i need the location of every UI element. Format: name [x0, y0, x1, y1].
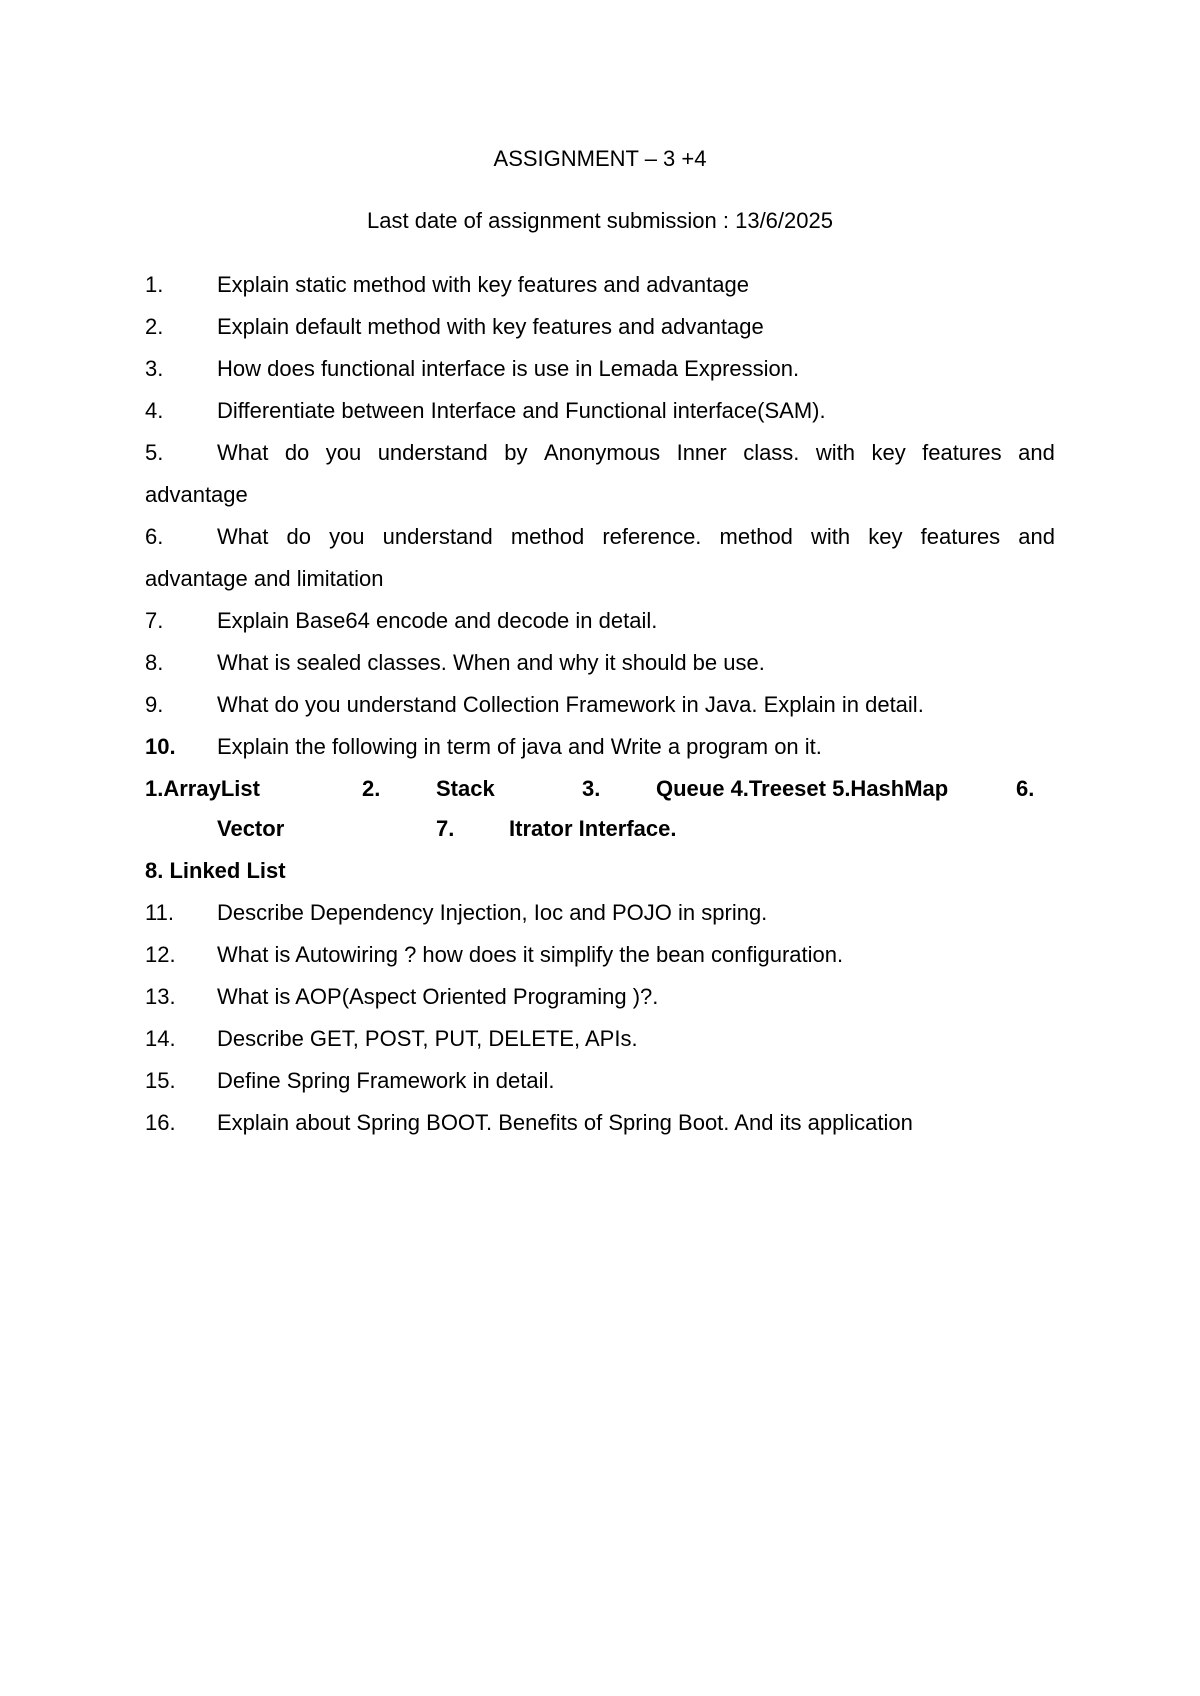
- word: key: [871, 440, 906, 465]
- question-number: 10.: [145, 734, 176, 759]
- question-number: 2.: [145, 314, 164, 339]
- question-text: What is sealed classes. When and why it should be use.: [217, 650, 765, 675]
- question-number: 3.: [145, 356, 164, 381]
- topic-item: Vector: [217, 816, 285, 841]
- topic-item: 7.: [436, 816, 455, 841]
- topic-item: 1.ArrayList: [145, 776, 260, 801]
- question-text: Explain default method with key features and advantage: [217, 314, 764, 339]
- question-text: [217, 440, 1055, 466]
- word: and: [1018, 524, 1055, 549]
- question-text-continuation: advantage: [145, 482, 248, 507]
- question-number: 11.: [145, 900, 174, 925]
- word: features: [920, 524, 1001, 549]
- question-number: 5.: [145, 440, 164, 465]
- topic-item: 2.: [362, 776, 381, 801]
- word: understand: [377, 440, 488, 465]
- question-text: What is Autowiring ? how does it simplify the bean configuration.: [217, 942, 844, 967]
- word: Inner: [676, 440, 727, 465]
- question-number: 6.: [145, 524, 164, 549]
- question-number: 8.: [145, 650, 164, 675]
- question-text-continuation: advantage and limitation: [145, 566, 384, 591]
- topic-item: Stack: [436, 776, 495, 801]
- question-number: 15.: [145, 1068, 176, 1093]
- topic-item: Queue 4.Treeset 5.HashMap: [656, 776, 949, 801]
- word: with: [811, 524, 851, 549]
- question-number: 14.: [145, 1026, 176, 1051]
- word: class.: [743, 440, 800, 465]
- word: do: [286, 524, 311, 549]
- question-text: Define Spring Framework in detail.: [217, 1068, 555, 1093]
- question-number: 1.: [145, 272, 164, 297]
- question-text: Explain the following in term of java and Write a program on it.: [217, 734, 822, 759]
- question-number: 16.: [145, 1110, 176, 1135]
- question-number: 9.: [145, 692, 164, 717]
- question-text: Explain static method with key features and advantage: [217, 272, 749, 297]
- word: and: [1018, 440, 1055, 465]
- submission-deadline: Last date of assignment submission : 13/6/2025: [367, 208, 833, 233]
- question-text: [217, 524, 1055, 550]
- topic-item: 3.: [582, 776, 601, 801]
- question-text: How does functional interface is use in Lemada Expression.: [217, 356, 800, 381]
- topic-item: Itrator Interface.: [509, 816, 677, 841]
- word: method: [510, 524, 585, 549]
- word: with: [815, 440, 856, 465]
- question-text: What do you understand Collection Framework in Java. Explain in detail.: [217, 692, 924, 717]
- question-text: Describe GET, POST, PUT, DELETE, APIs.: [217, 1026, 638, 1051]
- question-number: 7.: [145, 608, 164, 633]
- word: reference.: [602, 524, 702, 549]
- question-number: 13.: [145, 984, 176, 1009]
- question-text: Explain Base64 encode and decode in detail.: [217, 608, 658, 633]
- question-text: What is AOP(Aspect Oriented Programing )?.: [217, 984, 659, 1009]
- word: What: [217, 524, 269, 549]
- word: do: [284, 440, 310, 465]
- word: by: [504, 440, 528, 465]
- word: What: [217, 440, 269, 465]
- word: understand: [382, 524, 493, 549]
- word: Anonymous: [543, 440, 661, 465]
- question-number: 4.: [145, 398, 164, 423]
- word: features: [922, 440, 1002, 465]
- question-text: Explain about Spring BOOT. Benefits of Spring Boot. And its application: [217, 1110, 913, 1135]
- word: key: [868, 524, 903, 549]
- word: you: [325, 440, 362, 465]
- topic-item: 8. Linked List: [145, 858, 286, 883]
- word: you: [329, 524, 365, 549]
- question-number: 12.: [145, 942, 176, 967]
- topic-item: 6.: [1016, 776, 1035, 801]
- question-text: Describe Dependency Injection, Ioc and POJO in spring.: [217, 900, 768, 925]
- question-text: Differentiate between Interface and Functional interface(SAM).: [217, 398, 826, 423]
- word: method: [719, 524, 793, 549]
- assignment-title: ASSIGNMENT – 3 +4: [493, 146, 707, 171]
